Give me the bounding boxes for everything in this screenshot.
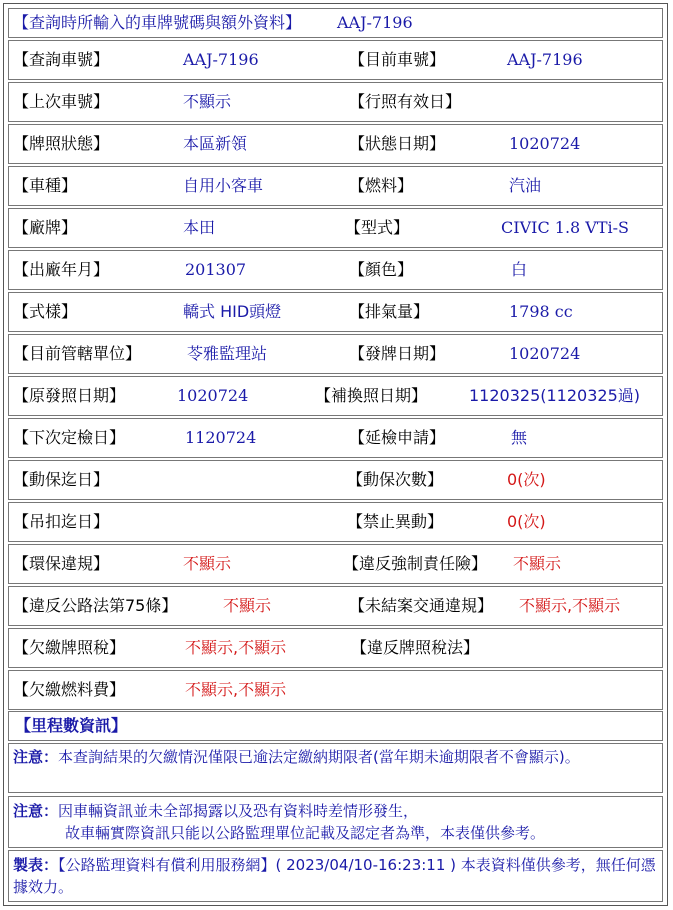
field-value: 無 bbox=[511, 428, 528, 447]
field-value: 不顯示 bbox=[513, 554, 562, 573]
field-value: CIVIC 1.8 VTi-S bbox=[501, 218, 630, 237]
field-label: 【狀態日期】 bbox=[349, 134, 446, 153]
info-row bbox=[8, 628, 663, 668]
field-label: 【動保迄日】 bbox=[13, 470, 110, 489]
info-row bbox=[8, 334, 663, 374]
field-label: 【欠繳牌照稅】 bbox=[13, 638, 126, 657]
mileage-label: 【里程數資訊】 bbox=[15, 716, 128, 735]
note-row-2 bbox=[8, 796, 663, 848]
field-label: 【違反強制責任險】 bbox=[343, 554, 488, 573]
field-label: 【目前車號】 bbox=[349, 50, 446, 69]
field-label: 【目前管轄單位】 bbox=[13, 344, 142, 363]
info-row bbox=[8, 40, 663, 80]
field-label: 【牌照狀態】 bbox=[13, 134, 110, 153]
note2-line2: 故車輛實際資訊只能以公路監理單位記載及認定者為準，本表僅供參考。 bbox=[65, 824, 546, 842]
field-label: 【補換照日期】 bbox=[315, 386, 428, 405]
field-value: 不顯示,不顯示 bbox=[519, 596, 621, 615]
field-label: 【顏色】 bbox=[349, 260, 414, 279]
info-row bbox=[8, 670, 663, 710]
info-row bbox=[8, 292, 663, 332]
field-value: 不顯示 bbox=[223, 596, 272, 615]
field-label: 【原發照日期】 bbox=[13, 386, 126, 405]
field-value: 1120325(1120325過) bbox=[469, 386, 641, 405]
field-value: 不顯示 bbox=[183, 92, 232, 111]
note2-key: 注意： bbox=[13, 802, 59, 820]
field-label: 【出廠年月】 bbox=[13, 260, 110, 279]
field-label: 【未結案交通違規】 bbox=[349, 596, 494, 615]
note2-line1: 因車輛資訊並未全部揭露以及恐有資料時差情形發生， bbox=[58, 802, 419, 820]
field-label: 【上次車號】 bbox=[13, 92, 110, 111]
field-value: 苓雅監理站 bbox=[187, 344, 268, 363]
field-value: 本區新領 bbox=[183, 134, 248, 153]
field-label: 【查詢車號】 bbox=[13, 50, 110, 69]
info-row bbox=[8, 250, 663, 290]
field-value: 0(次) bbox=[507, 512, 546, 531]
info-row bbox=[8, 502, 663, 542]
info-row bbox=[8, 418, 663, 458]
query-header-label: 【查詢時所輸入的車牌號碼與額外資料】 bbox=[13, 13, 302, 32]
field-value: 1020724 bbox=[509, 344, 581, 363]
field-label: 【行照有效日】 bbox=[349, 92, 462, 111]
info-row bbox=[8, 586, 663, 626]
field-value: AAJ-7196 bbox=[507, 50, 583, 69]
field-value: 0(次) bbox=[507, 470, 546, 489]
field-label: 【環保違規】 bbox=[13, 554, 110, 573]
note-row-3 bbox=[8, 850, 663, 902]
info-row bbox=[8, 208, 663, 248]
field-label: 【車種】 bbox=[13, 176, 78, 195]
info-row bbox=[8, 544, 663, 584]
mileage-row bbox=[8, 711, 663, 741]
info-row bbox=[8, 376, 663, 416]
field-value: 1020724 bbox=[177, 386, 249, 405]
field-label: 【式樣】 bbox=[13, 302, 78, 321]
query-header-plate: AAJ-7196 bbox=[337, 13, 413, 32]
field-value: 自用小客車 bbox=[183, 176, 264, 195]
field-label: 【吊扣迄日】 bbox=[13, 512, 110, 531]
info-row bbox=[8, 82, 663, 122]
field-label: 【欠繳燃料費】 bbox=[13, 680, 126, 699]
field-label: 【禁止異動】 bbox=[347, 512, 444, 531]
field-value: AAJ-7196 bbox=[183, 50, 259, 69]
vehicle-info-sheet bbox=[3, 3, 668, 906]
field-value: 1120724 bbox=[185, 428, 257, 447]
field-label: 【發牌日期】 bbox=[349, 344, 446, 363]
field-value: 轎式 HID頭燈 bbox=[183, 302, 282, 321]
field-value: 1798 cc bbox=[509, 302, 573, 321]
field-label: 【延檢申請】 bbox=[349, 428, 446, 447]
field-value: 1020724 bbox=[509, 134, 581, 153]
field-value: 不顯示,不顯示 bbox=[185, 680, 287, 699]
info-row bbox=[8, 460, 663, 500]
field-label: 【違反公路法第75條】 bbox=[13, 596, 178, 615]
field-label: 【違反牌照稅法】 bbox=[351, 638, 480, 657]
field-value: 汽油 bbox=[509, 176, 542, 195]
field-label: 【動保次數】 bbox=[347, 470, 444, 489]
field-value: 201307 bbox=[185, 260, 247, 279]
field-label: 【廠牌】 bbox=[13, 218, 78, 237]
field-label: 【下次定檢日】 bbox=[13, 428, 126, 447]
field-value: 白 bbox=[511, 260, 528, 279]
note1-text: 本查詢結果的欠繳情況僅限已逾法定繳納期限者(當年期未逾期限者不會顯示)。 bbox=[58, 748, 580, 766]
field-value: 本田 bbox=[183, 218, 216, 237]
field-value: 不顯示,不顯示 bbox=[185, 638, 287, 657]
field-value: 不顯示 bbox=[183, 554, 232, 573]
note1-key: 注意： bbox=[13, 748, 59, 766]
info-row bbox=[8, 166, 663, 206]
field-label: 【排氣量】 bbox=[349, 302, 430, 321]
note-row-1 bbox=[8, 743, 663, 793]
note3-text: 【公路監理資料有償利用服務網】( 2023/04/10-16:23:11 ) 本表資料僅供參考，無任何憑據效力。 bbox=[13, 856, 656, 896]
info-row bbox=[8, 124, 663, 164]
field-label: 【型式】 bbox=[345, 218, 410, 237]
note3-key: 製表： bbox=[13, 856, 59, 874]
field-label: 【燃料】 bbox=[349, 176, 414, 195]
query-header-row bbox=[8, 8, 663, 38]
